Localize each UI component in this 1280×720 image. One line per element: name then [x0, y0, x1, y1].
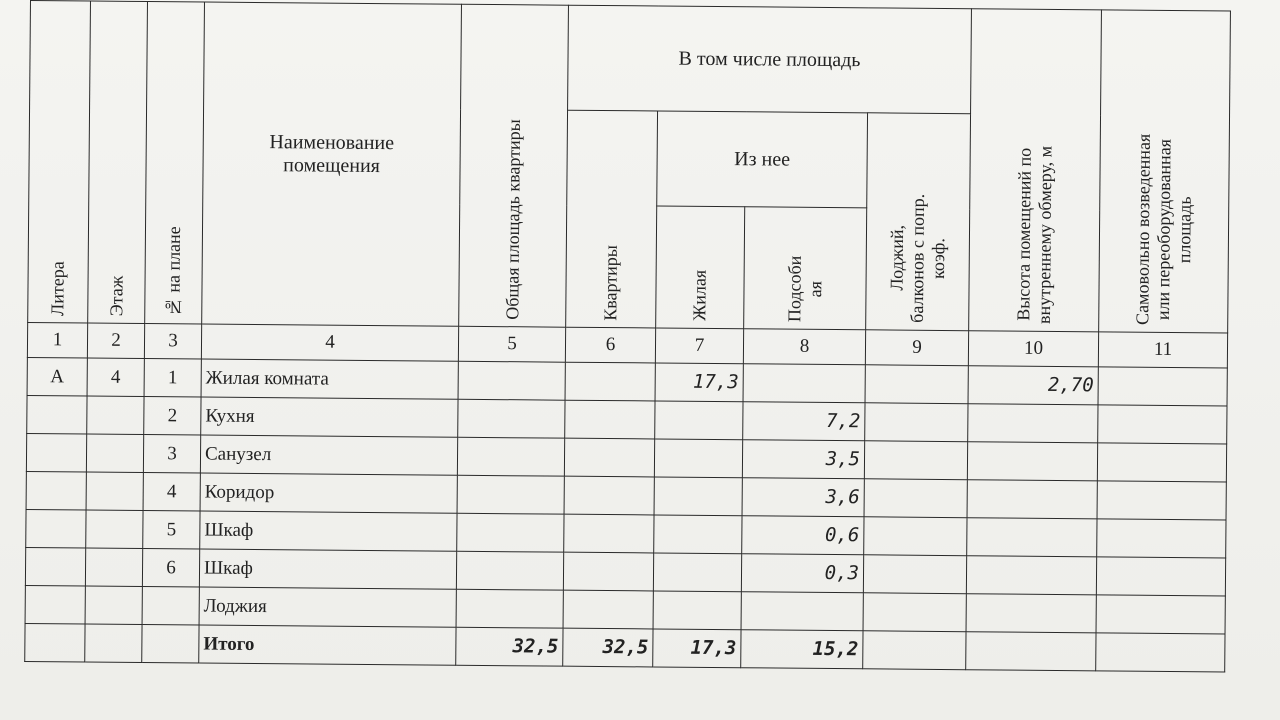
cell-litera: [26, 433, 86, 472]
cell-height: [967, 518, 1097, 557]
header-unauthorized-area: Самовольно возведенная или переоборудованная площадь: [1099, 10, 1231, 333]
cell-auxiliary-area: [743, 364, 865, 403]
header-subgroup: Из нее: [657, 111, 868, 208]
col-number: 2: [87, 323, 144, 358]
total-loggia-value: [863, 631, 966, 670]
cell-unauthorized: [1096, 595, 1225, 634]
cell-room-name: Коридор: [200, 473, 457, 513]
col-number: 3: [144, 324, 201, 359]
cell-total-area: [458, 399, 565, 438]
cell-litera: [25, 585, 85, 624]
cell-height: [967, 442, 1097, 481]
header-auxiliary: Подсоби ая: [744, 207, 867, 330]
header-etazh: Этаж: [88, 1, 148, 323]
col-number: 10: [968, 331, 1098, 367]
cell-apartment-area: [564, 438, 654, 477]
cell-living-area: [654, 477, 742, 516]
cell-auxiliary-area: 7,2: [743, 402, 865, 441]
col-number: 11: [1098, 332, 1227, 368]
col-number: 9: [865, 330, 968, 366]
cell-unauthorized: [1097, 519, 1226, 558]
cell-litera: [26, 509, 86, 548]
cell-etazh: [86, 472, 143, 510]
cell-plan-number: 6: [142, 549, 199, 587]
cell-plan-number: 5: [143, 511, 200, 549]
cell-height: [966, 556, 1096, 595]
cell-living-area: [655, 401, 743, 440]
header-loggia: Лоджий, балконов с попр. коэф.: [866, 113, 971, 331]
cell-room-name: Шкаф: [200, 511, 457, 551]
cell-apartment-area: [565, 400, 655, 439]
cell-litera: [25, 623, 85, 662]
cell-unauthorized: [1096, 557, 1225, 596]
cell-total-area: [456, 589, 563, 628]
cell-room-name: Шкаф: [199, 549, 456, 589]
header-plan-number: № на плане: [145, 2, 205, 324]
total-auxiliary-value: 15,2: [741, 630, 863, 669]
apartment-area-table: [24, 0, 1231, 672]
col-number: 1: [27, 322, 87, 358]
cell-etazh: 4: [87, 358, 144, 396]
cell-etazh: [87, 396, 144, 434]
total-apartment-value: 32,5: [563, 628, 653, 667]
cell-unauthorized: [1098, 405, 1227, 444]
cell-living-area: 17,3: [655, 363, 743, 402]
cell-apartment-area: [563, 552, 653, 591]
cell-auxiliary-area: 0,3: [741, 554, 863, 593]
total-unauthorized-value: [1096, 633, 1225, 672]
total-area-value: 32,5: [456, 627, 563, 666]
cell-apartment-area: [565, 362, 655, 401]
cell-height: 2,70: [968, 366, 1098, 405]
header-room-name: Наименование помещения: [202, 2, 462, 326]
cell-unauthorized: [1098, 367, 1227, 406]
cell-living-area: [654, 439, 742, 478]
cell-loggia-area: [864, 479, 967, 518]
cell-auxiliary-area: 3,5: [742, 440, 864, 479]
cell-room-name: Лоджия: [199, 587, 456, 627]
cell-plan-number: [142, 587, 199, 625]
header-living: Жилая: [656, 206, 745, 329]
cell-height: [967, 480, 1097, 519]
cell-etazh: [85, 586, 142, 624]
cell-height: [968, 404, 1098, 443]
col-number: 6: [565, 327, 655, 363]
cell-living-area: [653, 591, 741, 630]
header-group-area: В том числе площадь: [568, 5, 972, 114]
cell-etazh: [85, 624, 142, 662]
cell-plan-number: [142, 625, 199, 663]
cell-apartment-area: [563, 590, 653, 629]
cell-room-name: Санузел: [200, 435, 457, 475]
cell-loggia-area: [865, 365, 968, 404]
cell-room-name: Жилая комната: [201, 359, 458, 399]
cell-litera: А: [27, 357, 87, 396]
cell-plan-number: 1: [144, 359, 201, 397]
header-height: Высота помещений по внутреннему обмеру, м: [969, 9, 1102, 332]
cell-etazh: [86, 510, 143, 548]
cell-height: [966, 594, 1096, 633]
total-label: Итого: [199, 625, 456, 665]
header-total-area: Общая площадь квартиры: [459, 4, 569, 327]
col-number: 4: [201, 324, 458, 361]
col-number: 7: [655, 328, 743, 364]
cell-apartment-area: [564, 476, 654, 515]
col-number: 8: [743, 329, 865, 365]
header-apartment: Квартиры: [566, 110, 658, 328]
cell-living-area: [654, 515, 742, 554]
cell-total-area: [456, 551, 563, 590]
cell-apartment-area: [564, 514, 654, 553]
cell-total-area: [457, 437, 564, 476]
cell-loggia-area: [865, 403, 968, 442]
cell-unauthorized: [1097, 443, 1226, 482]
cell-loggia-area: [864, 517, 967, 556]
cell-room-name: Кухня: [201, 397, 458, 437]
cell-total-area: [457, 475, 564, 514]
cell-living-area: [653, 553, 741, 592]
cell-auxiliary-area: 3,6: [742, 478, 864, 517]
cell-litera: [26, 471, 86, 510]
cell-etazh: [86, 434, 143, 472]
total-height-value: [966, 632, 1096, 671]
cell-total-area: [457, 513, 564, 552]
cell-litera: [27, 395, 87, 434]
cell-etazh: [85, 548, 142, 586]
header-litera: Литера: [28, 1, 91, 324]
total-living-value: 17,3: [653, 629, 741, 668]
col-number: 5: [458, 326, 565, 362]
cell-plan-number: 4: [143, 473, 200, 511]
cell-loggia-area: [863, 593, 966, 632]
cell-litera: [25, 547, 85, 586]
cell-total-area: [458, 361, 565, 400]
cell-loggia-area: [863, 555, 966, 594]
cell-auxiliary-area: 0,6: [742, 516, 864, 555]
cell-plan-number: 2: [144, 397, 201, 435]
cell-plan-number: 3: [143, 435, 200, 473]
cell-auxiliary-area: [741, 592, 863, 631]
cell-loggia-area: [864, 441, 967, 480]
cell-unauthorized: [1097, 481, 1226, 520]
